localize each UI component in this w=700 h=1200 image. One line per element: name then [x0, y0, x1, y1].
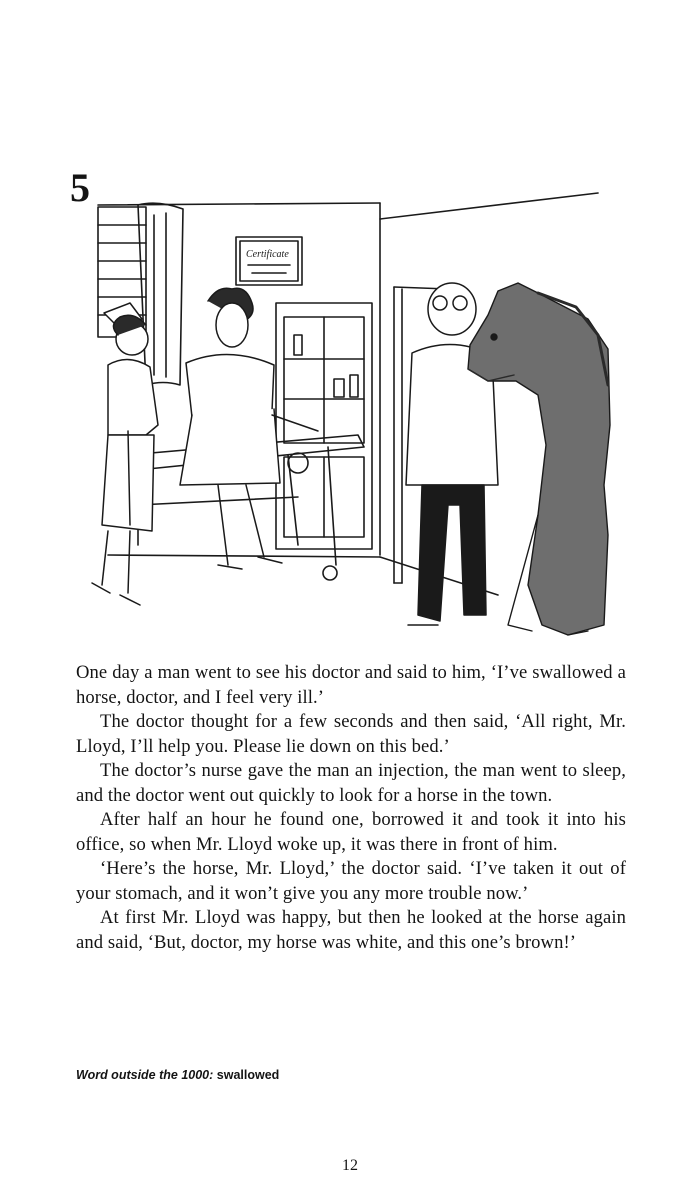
room-walls	[98, 193, 598, 595]
paragraph: One day a man went to see his doctor and said to him, ‘I’ve swallowed a horse, doctor, and I feel very ill.’	[76, 662, 626, 708]
glossary-label: Word outside the 1000:	[76, 1068, 214, 1082]
nurse-figure	[92, 303, 158, 605]
paragraph: After half an hour he found one, borrowed it and took it into his office, so when Mr. Lloyd woke up, it was there in front of him.	[76, 809, 626, 855]
paragraph: At first Mr. Lloyd was happy, but then he looked at the horse again and said, ‘But, doctor, my horse was white, and this one’s brown!’	[76, 907, 626, 953]
medicine-cabinet-icon	[276, 303, 372, 549]
paragraph: The doctor thought for a few seconds and then said, ‘All right, Mr. Lloyd, I’ll help you. Please lie down on this bed.’	[76, 711, 626, 757]
certificate-icon	[236, 237, 302, 285]
patient-figure	[180, 288, 318, 569]
page-number: 12	[342, 1157, 358, 1174]
paragraph: ‘Here’s the horse, Mr. Lloyd,’ the doctor said. ‘I’ve taken it out of your stomach, and it won’t give you any more trouble now.’	[76, 858, 626, 904]
svg-text:Certificate: Certificate	[246, 249, 289, 260]
story-text	[76, 661, 626, 955]
story-number: 5	[70, 165, 90, 210]
window-icon	[98, 203, 183, 385]
story-illustration	[68, 185, 616, 647]
glossary-words: swallowed	[216, 1068, 280, 1082]
paragraph: The doctor’s nurse gave the man an injection, the man went to sleep, and the doctor went out quickly to look for a horse in the town.	[76, 760, 626, 806]
glossary-note	[76, 1068, 279, 1082]
